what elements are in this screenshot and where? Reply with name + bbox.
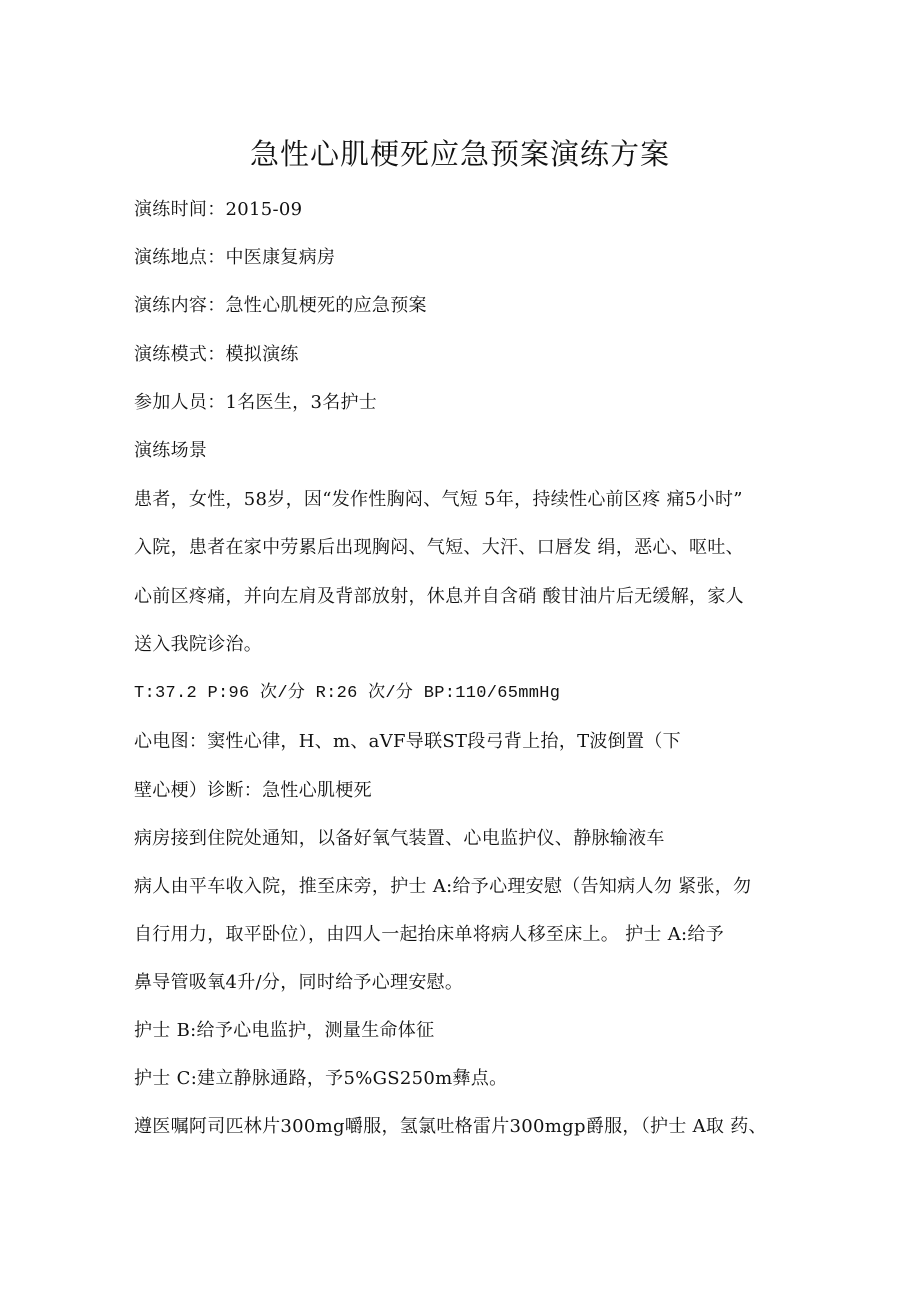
paragraph-line: 病房接到住院处通知，以备好氧气装置、心电监护仪、静脉输液车 xyxy=(134,828,665,849)
nurse-c-line: 护士 C:建立静脉通路，予5%GS250m彝点。 xyxy=(134,1068,508,1089)
vital-signs-line: T:37.2 P:96 次/分 R:26 次/分 BP:110/65mmHg xyxy=(134,684,561,703)
scenario-heading: 演练场景 xyxy=(134,440,208,461)
paragraph-line: 病人由平车收入院，推至床旁，护士 A:给予心理安慰（告知病人勿 紧张，勿 xyxy=(134,876,752,897)
paragraph-line: 入院，患者在家中劳累后出现胸闷、气短、大汗、口唇发 绢，恶心、呕吐、 xyxy=(134,537,744,558)
paragraph-line: 送入我院诊治。 xyxy=(134,634,263,655)
paragraph-line: 患者，女性，58岁，因“发作性胸闷、气短 5年，持续性心前区疼 痛5小时” xyxy=(134,489,743,510)
drill-content-line: 演练内容：急性心肌梗死的应急预案 xyxy=(134,295,427,316)
paragraph-line: 心前区疼痛，并向左肩及背部放射，休息并自含硝 酸甘油片后无缓解，家人 xyxy=(134,586,744,607)
paragraph-line: 鼻导管吸氧4升/分，同时给予心理安慰。 xyxy=(134,972,464,993)
participants-line: 参加人员：1名医生，3名护士 xyxy=(134,392,378,413)
diagnosis-line: 壁心梗）诊断：急性心肌梗死 xyxy=(134,780,372,801)
nurse-b-line: 护士 B:给予心电监护，测量生命体征 xyxy=(134,1020,435,1041)
drill-time-line: 演练时间：2015-09 xyxy=(134,199,303,220)
ecg-line: 心电图：窦性心律，H、m、aVF导联ST段弓背上抬，T波倒置（下 xyxy=(134,731,681,752)
medication-line: 遵医嘱阿司匹林片300mg嚼服，氢氯吐格雷片300mgp爵服，（护士 A取 药、 xyxy=(134,1116,767,1137)
drill-location-line: 演练地点：中医康复病房 xyxy=(134,247,336,268)
drill-mode-line: 演练模式：模拟演练 xyxy=(134,344,299,365)
paragraph-line: 自行用力，取平卧位），由四人一起抬床单将病人移至床上。 护士 A:给予 xyxy=(134,924,725,945)
document-title: 急性心肌梗死应急预案演练方案 xyxy=(249,137,670,171)
